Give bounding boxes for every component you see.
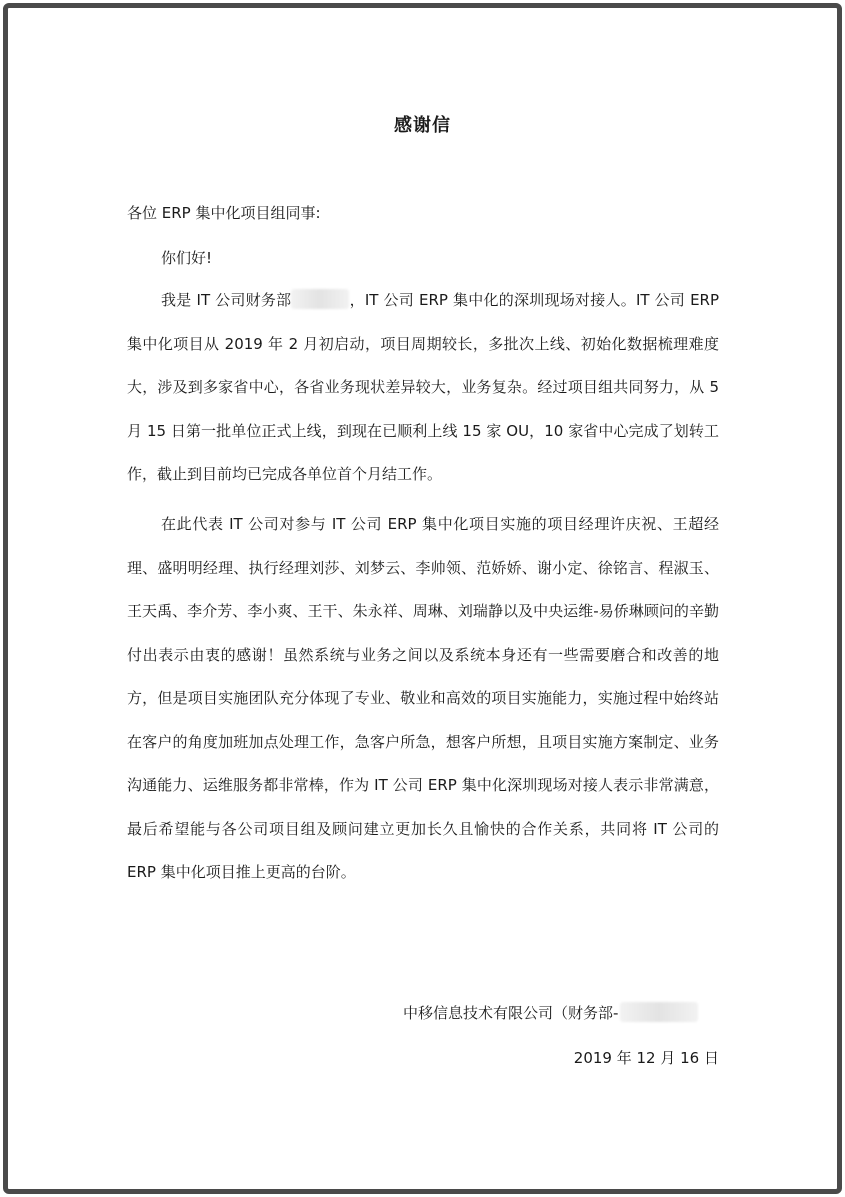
paragraph-1-body: ，IT 公司 ERP 集中化的深圳现场对接人。IT 公司 ERP 集中化项目从 2019 年 2 月初启动，项目周期较长，多批次上线、初始化数据梳理难度大，涉及到多家省中心，各省业务现状差异较大，业务复杂。经过项目组共同努力，从 5 月 15 日第一批单位正式上线，到现在已顺利上线 15 家 OU，10 家省中心完成了划转工作，截止到目前均已完成各单位首个月结工作。 <box>127 291 720 483</box>
letter-signature <box>403 1002 698 1023</box>
redacted-signature-name <box>620 1002 698 1022</box>
letter-greeting: 你们好! <box>161 249 213 267</box>
letter-paragraph-1 <box>127 279 719 497</box>
letter-paragraph-2: 在此代表 IT 公司对参与 IT 公司 ERP 集中化项目实施的项目经理许庆祝、王超经理、盛明明经理、执行经理刘莎、刘梦云、李帅领、范娇娇、谢小定、徐铭言、程淑玉、王天禹、李介芳、李小爽、王干、朱永祥、周琳、刘瑞静以及中央运维-易侨琳顾问的辛勤付出表示由衷的感谢！虽然系统与业务之间以及系统本身还有一些需要磨合和改善的地方，但是项目实施团队充分体现了专业、敬业和高效的项目实施能力，实施过程中始终站在客户的角度加班加点处理工作，急客户所急，想客户所想，且项目实施方案制定、业务沟通能力、运维服务都非常棒，作为 IT 公司 ERP 集中化深圳现场对接人表示非常满意，最后希望能与各公司项目组及顾问建立更加长久且愉快的合作关系，共同将 IT 公司的 ERP 集中化项目推上更高的台阶。 <box>127 515 719 881</box>
redacted-name <box>291 289 349 309</box>
signature-text: 中移信息技术有限公司（财务部- <box>403 1004 619 1022</box>
paragraph-1-lead: 我是 IT 公司财务部 <box>161 291 292 309</box>
letter-title: 感谢信 <box>394 115 451 136</box>
letter-date: 2019 年 12 月 16 日 <box>573 1049 719 1067</box>
letter-salutation: 各位 ERP 集中化项目组同事: <box>127 204 321 222</box>
